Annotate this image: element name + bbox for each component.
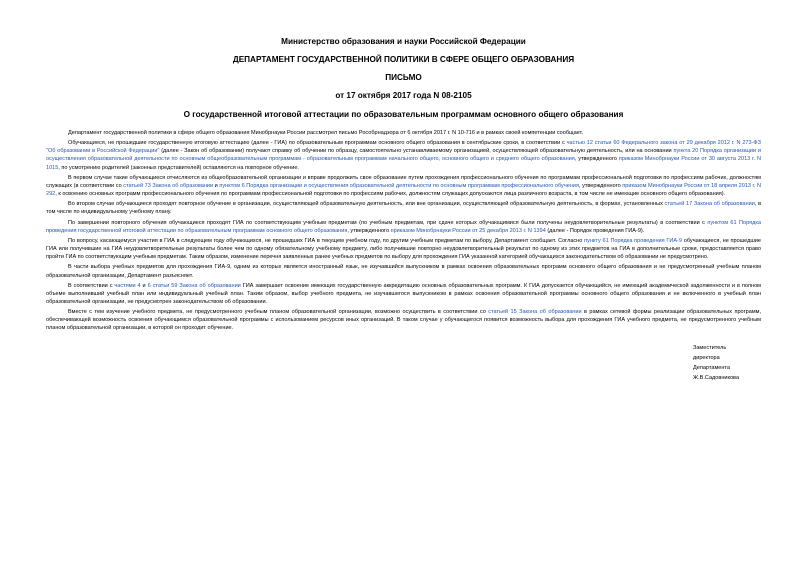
signature-name: Ж.В.Садовникова bbox=[693, 374, 740, 381]
signature-department: директора Департамента bbox=[693, 354, 730, 371]
paragraph-text: (далее - Порядок проведения ГИА-9). bbox=[545, 227, 645, 234]
paragraph-text: и bbox=[140, 282, 148, 289]
legal-reference-link[interactable]: приказом Минобрнауки России от 30 августа 2013 г. N 1015 bbox=[46, 156, 761, 171]
paragraph-text: , утвержденного bbox=[574, 156, 619, 163]
paragraph-text: Обучающиеся, не прошедшие государственную итоговую аттестацию (далее - ГИА) по образовательным программам основного общего образования в сентябрьские сроки, в соответствии с bbox=[68, 140, 567, 147]
body-paragraph bbox=[46, 200, 761, 216]
legal-reference-link[interactable]: приказом Минобрнауки России от 25 декабря 2013 г. N 1394 bbox=[390, 227, 546, 234]
signature-block bbox=[46, 343, 761, 383]
signature-position: Заместитель bbox=[693, 344, 727, 351]
document-type-heading: ПИСЬМО bbox=[385, 73, 422, 82]
paragraph-text: По вопросу, касающемуся участия в ГИА в следующем году обучающихся, не прошедших ГИА в текущем учебном году, по другим учебным предметам по выбору, Департамент сообщает. Согласно bbox=[68, 237, 585, 244]
paragraph-text: в рамках сетевой формы реализации образовательных программ, обеспечивающей возможность освоения обучающимся образовательной программы с использованием ресурсов иных организаций. В таком случае у обучающегося появится возможность выбора для прохождения ГИА учебного предмета, не предусмотренного учебным планом образовательной организации, в которой он проходит обучение. bbox=[46, 309, 761, 332]
paragraph-text: По завершении повторного обучения обучающиеся проходят ГИА по соответствующим учебным предметам (по учебным предметам, при сдаче которых обучающимися были получены неудовлетворительные результаты) в соответствии с bbox=[68, 219, 708, 226]
letter-body bbox=[46, 129, 761, 333]
date-number-heading: от 17 октября 2017 года N 08-2105 bbox=[335, 91, 472, 100]
paragraph-text: В соответствии с bbox=[68, 282, 115, 289]
ministry-heading: Министерство образования и науки Российской Федерации bbox=[281, 37, 526, 46]
body-paragraph bbox=[46, 219, 761, 235]
body-paragraph bbox=[46, 237, 761, 261]
body-paragraph bbox=[46, 174, 761, 198]
paragraph-text: Департамент государственной политики в сфере общего образования Минобрнауки России рассмотрел письмо Рособрнадзора от 6 октября 2017 г. N 10-716 и в рамках своей компетенции сообщает. bbox=[68, 130, 584, 136]
legal-reference-link[interactable]: пунктом 61 Порядка проведения государственной итоговой аттестации по образовательным программам основного общего образования bbox=[46, 219, 761, 234]
paragraph-text: обучающиеся, не прошедшие ГИА или получившие на ГИА неудовлетворительные результаты более чем по одному обязательному учебному предмету, либо получившие повторно неудовлетворительный результат по одному из этих предметов на ГИА в дополнительные сроки, предоставляется право пройти ГИА по соответствующим учебным предметам. Таким образом, изменение перечня заявленных ранее учебных предметов по выбору для прохождения ГИА указанной категорией обучающихся законодательством об образовании не предусмотрено. bbox=[46, 237, 761, 261]
legal-reference-link[interactable]: приказом Минобрнауки России от 18 апреля 2013 г. N 292 bbox=[46, 182, 762, 198]
legal-reference-link[interactable]: статьей 73 Закона об образовании bbox=[123, 182, 214, 189]
legal-reference-link[interactable]: статьей 17 Закона об образовании bbox=[664, 201, 755, 208]
legal-reference-link[interactable]: пункта 20 Порядка организации и осуществления образовательной деятельности по основным общеобразовательным программам - образовательным программам начального общего, основного общего и среднего общего образования bbox=[46, 148, 761, 163]
paragraph-text: Во втором случае обучающиеся проходят повторное обучение в организации, осуществляющей образовательную деятельность, или вне организации, осуществляющей образовательную деятельность, в формах, установленных bbox=[68, 201, 665, 208]
department-heading: ДЕПАРТАМЕНТ ГОСУДАРСТВЕННОЙ ПОЛИТИКИ В СФЕРЕ ОБЩЕГО ОБРАЗОВАНИЯ bbox=[232, 55, 575, 64]
legal-reference-link[interactable]: пункту 61 Порядка проведения ГИА-9 bbox=[584, 237, 683, 244]
legal-reference-link[interactable]: 6 статьи 59 Закона об образовании bbox=[147, 282, 241, 289]
legal-reference-link[interactable]: пунктом 6 Порядка организации и осуществления образовательной деятельности по основным программам профессионального обучения bbox=[219, 182, 579, 189]
body-paragraph bbox=[46, 139, 761, 172]
body-paragraph bbox=[46, 308, 761, 332]
paragraph-text: , утвержденного bbox=[347, 227, 391, 234]
legal-reference-link[interactable]: статьей 15 Закона об образовании bbox=[488, 309, 582, 316]
legal-reference-link[interactable]: частями 4 bbox=[114, 282, 141, 289]
body-paragraph bbox=[46, 129, 761, 137]
paragraph-text: В части выбора учебных предметов для прохождения ГИА-9, одним из которых является иностранный язык, не изучавшийся выпускником в рамках освоения образовательных программ основного общего образования и не предусмотренный учебным планом образовательной организации, Департамент разъясняет. bbox=[46, 264, 761, 279]
subject-heading: О государственной итоговой аттестации по образовательным программам основного общего образования bbox=[183, 110, 624, 119]
body-paragraph bbox=[46, 263, 761, 279]
paragraph-text: ГИА завершает освоение имеющих государственную аккредитацию основных образовательных программ. К ГИА допускается обучающийся, не имеющий академической задолженности и в полном объеме выполнивший учебный план или индивидуальный учебный план. Таким образом, выбор учебного предмета, не изучавшегося выпускником в рамках освоения образовательной программы основного общего образования и не включенного в учебный план образовательной организации, не предусмотрен законодательством об образовании. bbox=[46, 282, 761, 305]
body-paragraph bbox=[46, 282, 761, 306]
paragraph-text: , утвержденного bbox=[578, 182, 623, 189]
legal-reference-link[interactable]: частью 12 статьи 60 Федерального закона от 29 декабря 2012 г. N 273-ФЗ "Об образовании в Российской Федерации" bbox=[46, 140, 761, 155]
paragraph-text: , к освоению основных программ профессионального обучения по программам профессиональной подготовки по профессиям рабочих, должностям служащих допускаются лица различного возраста, в том числе не имеющие основного общего образования). bbox=[55, 191, 726, 198]
paragraph-text: Вместе с тем изучение учебного предмета, не предусмотренного учебным планом образовательной организации, возможно осуществить в соответствии со bbox=[68, 309, 489, 316]
paragraph-text: В первом случае такие обучающиеся отчисляются из общеобразовательной организации и вправе продолжить свое образование путем прохождения профессионального обучения по программам профессиональной подготовки по профессиям рабочих, должностям служащих (в соответствии со bbox=[46, 174, 761, 189]
paragraph-text: , в том числе по индивидуальному учебному плану. bbox=[46, 201, 762, 216]
paragraph-text: и bbox=[213, 182, 220, 189]
paragraph-text: (далее - Закон об образовании) получают справку об обучении по образцу, самостоятельно устанавливаемому организацией, осуществляющей образовательную деятельность, или на основании bbox=[159, 148, 674, 155]
paragraph-text: , по усмотрению родителей (законных представителей) оставляются на повторное обучение. bbox=[58, 164, 299, 171]
